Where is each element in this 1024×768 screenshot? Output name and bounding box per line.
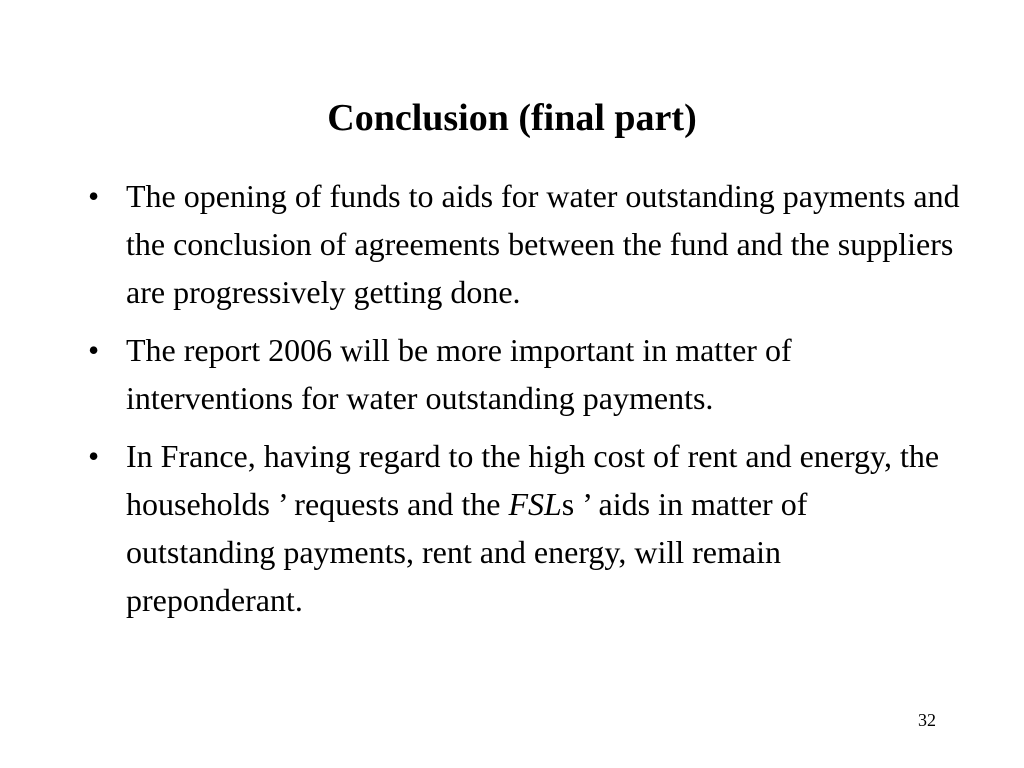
bullet-icon: • (88, 332, 100, 368)
bullet-icon: • (88, 438, 100, 474)
bullet-text-end: s ’ aids in matter of outstanding payments, rent and energy, will remain preponderant. (126, 486, 808, 618)
slide-title: Conclusion (final part) (327, 97, 697, 139)
bullet-item-france (84, 432, 964, 624)
slide-number: 32 (918, 710, 936, 730)
bullet-text-start: In France, having regard to the high cost of rent and energy, the households ’ requests and the (126, 438, 940, 522)
bullet-item-report-2006 (84, 326, 964, 422)
bullet-icon: • (88, 178, 100, 214)
bullet-text (126, 438, 939, 618)
bullet-text: The report 2006 will be more important in matter of interventions for water outstanding payments. (126, 332, 792, 416)
bullet-text: The opening of funds to aids for water outstanding payments and the conclusion of agreements between the fund and the suppliers are progressively getting done. (126, 178, 960, 310)
bullet-item-funds-opening (84, 172, 964, 316)
fsl-acronym: FSL (508, 486, 562, 522)
bullet-list (84, 172, 964, 634)
